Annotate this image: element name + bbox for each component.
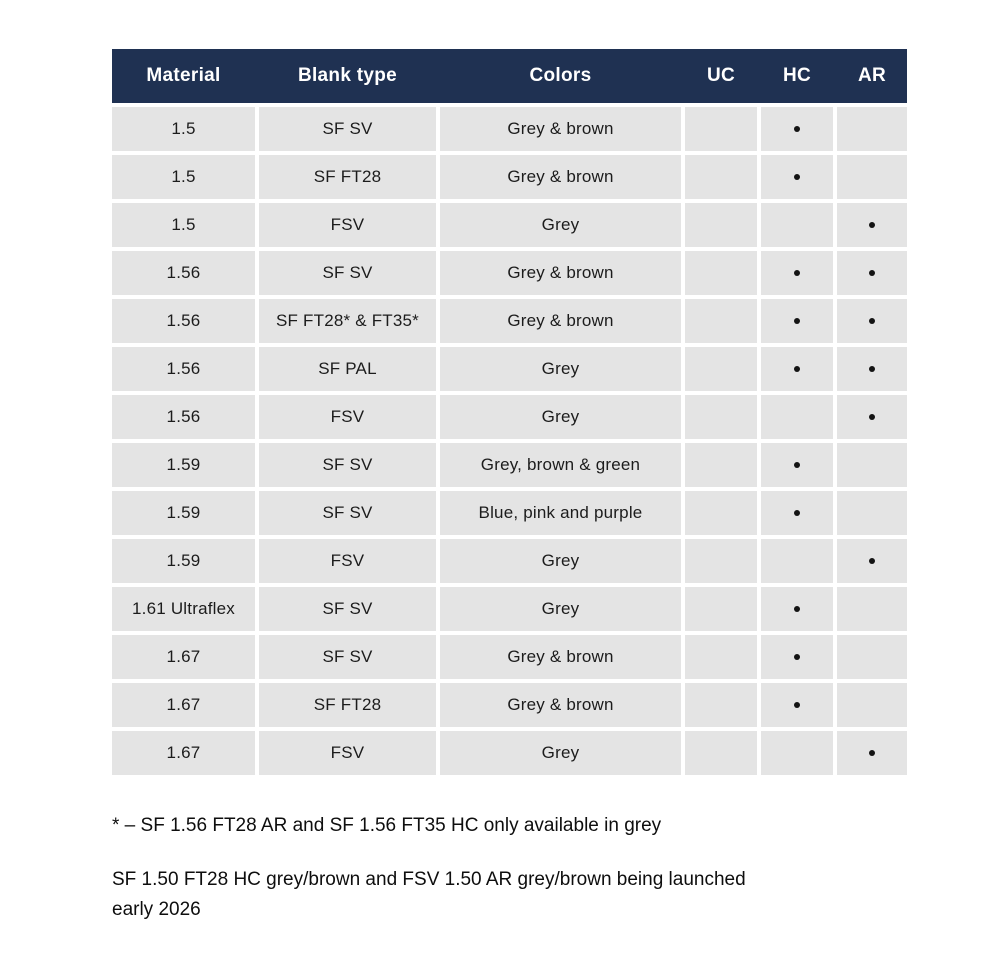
table-row bbox=[112, 635, 907, 679]
blank-type-cell: FSV bbox=[259, 539, 436, 583]
ar-cell bbox=[837, 155, 907, 199]
table-header bbox=[112, 49, 907, 103]
colors-cell: Grey & brown bbox=[440, 299, 681, 343]
hc-dot bbox=[794, 366, 800, 372]
material-cell: 1.67 bbox=[112, 635, 255, 679]
blank-type-cell: SF SV bbox=[259, 443, 436, 487]
blank-type-cell: SF FT28* & FT35* bbox=[259, 299, 436, 343]
blank-type-cell: SF SV bbox=[259, 107, 436, 151]
uc-cell bbox=[685, 731, 757, 775]
uc-cell bbox=[685, 395, 757, 439]
table-row bbox=[112, 539, 907, 583]
table-row bbox=[112, 587, 907, 631]
table-row bbox=[112, 203, 907, 247]
ar-dot bbox=[869, 270, 875, 276]
header-cell-ar: AR bbox=[857, 65, 887, 86]
footnotes bbox=[112, 813, 912, 925]
blank-type-cell: SF SV bbox=[259, 635, 436, 679]
blank-type-cell: FSV bbox=[259, 395, 436, 439]
colors-cell: Grey bbox=[440, 347, 681, 391]
material-cell: 1.61 Ultraflex bbox=[112, 587, 255, 631]
hc-dot bbox=[794, 174, 800, 180]
material-cell: 1.56 bbox=[112, 299, 255, 343]
colors-cell: Grey, brown & green bbox=[440, 443, 681, 487]
table-row bbox=[112, 443, 907, 487]
hc-cell bbox=[761, 539, 833, 583]
hc-cell bbox=[761, 635, 833, 679]
ar-cell bbox=[837, 491, 907, 535]
table-row bbox=[112, 155, 907, 199]
blank-type-cell: SF SV bbox=[259, 251, 436, 295]
table-row bbox=[112, 107, 907, 151]
material-cell: 1.67 bbox=[112, 683, 255, 727]
hc-dot bbox=[794, 606, 800, 612]
hc-cell bbox=[761, 107, 833, 151]
header-cell-uc: UC bbox=[706, 65, 736, 86]
uc-cell bbox=[685, 539, 757, 583]
ar-cell bbox=[837, 299, 907, 343]
ar-cell bbox=[837, 203, 907, 247]
colors-cell: Grey & brown bbox=[440, 251, 681, 295]
colors-cell: Grey & brown bbox=[440, 635, 681, 679]
hc-dot bbox=[794, 510, 800, 516]
uc-cell bbox=[685, 347, 757, 391]
colors-cell: Grey & brown bbox=[440, 683, 681, 727]
footnote-launch-line1: SF 1.50 FT28 HC grey/brown and FSV 1.50 AR grey/brown being launched bbox=[112, 869, 746, 890]
blank-type-cell: SF SV bbox=[259, 491, 436, 535]
hc-cell bbox=[761, 587, 833, 631]
uc-cell bbox=[685, 443, 757, 487]
colors-cell: Grey bbox=[440, 395, 681, 439]
hc-cell bbox=[761, 491, 833, 535]
footnote-launch-line2: early 2026 bbox=[112, 899, 201, 920]
hc-cell bbox=[761, 299, 833, 343]
hc-cell bbox=[761, 251, 833, 295]
hc-dot bbox=[794, 702, 800, 708]
uc-cell bbox=[685, 155, 757, 199]
ar-dot bbox=[869, 222, 875, 228]
ar-cell bbox=[837, 587, 907, 631]
material-cell: 1.56 bbox=[112, 251, 255, 295]
uc-cell bbox=[685, 251, 757, 295]
ar-cell bbox=[837, 539, 907, 583]
table-body bbox=[112, 107, 907, 775]
ar-dot bbox=[869, 558, 875, 564]
table-row bbox=[112, 347, 907, 391]
blank-type-cell: SF FT28 bbox=[259, 683, 436, 727]
uc-cell bbox=[685, 203, 757, 247]
material-cell: 1.59 bbox=[112, 539, 255, 583]
blank-type-cell: FSV bbox=[259, 731, 436, 775]
material-cell: 1.5 bbox=[112, 107, 255, 151]
header-cell-hc: HC bbox=[782, 65, 812, 86]
ar-cell bbox=[837, 107, 907, 151]
colors-cell: Blue, pink and purple bbox=[440, 491, 681, 535]
ar-cell bbox=[837, 635, 907, 679]
hc-dot bbox=[794, 654, 800, 660]
header-cell-blank-type: Blank type bbox=[297, 65, 398, 86]
header-cell-material: Material bbox=[146, 65, 221, 86]
hc-cell bbox=[761, 203, 833, 247]
uc-cell bbox=[685, 683, 757, 727]
blank-type-cell: FSV bbox=[259, 203, 436, 247]
material-cell: 1.67 bbox=[112, 731, 255, 775]
ar-dot bbox=[869, 318, 875, 324]
colors-cell: Grey & brown bbox=[440, 107, 681, 151]
hc-cell bbox=[761, 683, 833, 727]
table-row bbox=[112, 299, 907, 343]
colors-cell: Grey bbox=[440, 587, 681, 631]
blank-type-cell: SF FT28 bbox=[259, 155, 436, 199]
uc-cell bbox=[685, 491, 757, 535]
header-cell-colors: Colors bbox=[529, 65, 592, 86]
hc-cell bbox=[761, 443, 833, 487]
hc-dot bbox=[794, 126, 800, 132]
ar-dot bbox=[869, 750, 875, 756]
hc-dot bbox=[794, 270, 800, 276]
colors-cell: Grey & brown bbox=[440, 155, 681, 199]
ar-cell bbox=[837, 395, 907, 439]
material-cell: 1.59 bbox=[112, 443, 255, 487]
ar-cell bbox=[837, 443, 907, 487]
ar-cell bbox=[837, 683, 907, 727]
ar-dot bbox=[869, 414, 875, 420]
uc-cell bbox=[685, 107, 757, 151]
hc-cell bbox=[761, 731, 833, 775]
colors-cell: Grey bbox=[440, 203, 681, 247]
blank-type-cell: SF SV bbox=[259, 587, 436, 631]
material-cell: 1.56 bbox=[112, 347, 255, 391]
table-row bbox=[112, 395, 907, 439]
ar-cell bbox=[837, 731, 907, 775]
ar-dot bbox=[869, 366, 875, 372]
colors-cell: Grey bbox=[440, 731, 681, 775]
table-row bbox=[112, 683, 907, 727]
table-row bbox=[112, 491, 907, 535]
material-cell: 1.59 bbox=[112, 491, 255, 535]
lens-availability-section bbox=[112, 49, 912, 925]
hc-dot bbox=[794, 462, 800, 468]
ar-cell bbox=[837, 251, 907, 295]
material-cell: 1.56 bbox=[112, 395, 255, 439]
uc-cell bbox=[685, 635, 757, 679]
ar-cell bbox=[837, 347, 907, 391]
hc-cell bbox=[761, 155, 833, 199]
material-cell: 1.5 bbox=[112, 203, 255, 247]
footnote-launch bbox=[112, 865, 912, 925]
uc-cell bbox=[685, 299, 757, 343]
uc-cell bbox=[685, 587, 757, 631]
footnote-asterisk: * – SF 1.56 FT28 AR and SF 1.56 FT35 HC only available in grey bbox=[112, 815, 662, 836]
table-row bbox=[112, 251, 907, 295]
blank-type-cell: SF PAL bbox=[259, 347, 436, 391]
material-cell: 1.5 bbox=[112, 155, 255, 199]
colors-cell: Grey bbox=[440, 539, 681, 583]
hc-cell bbox=[761, 395, 833, 439]
hc-cell bbox=[761, 347, 833, 391]
table-row bbox=[112, 731, 907, 775]
hc-dot bbox=[794, 318, 800, 324]
